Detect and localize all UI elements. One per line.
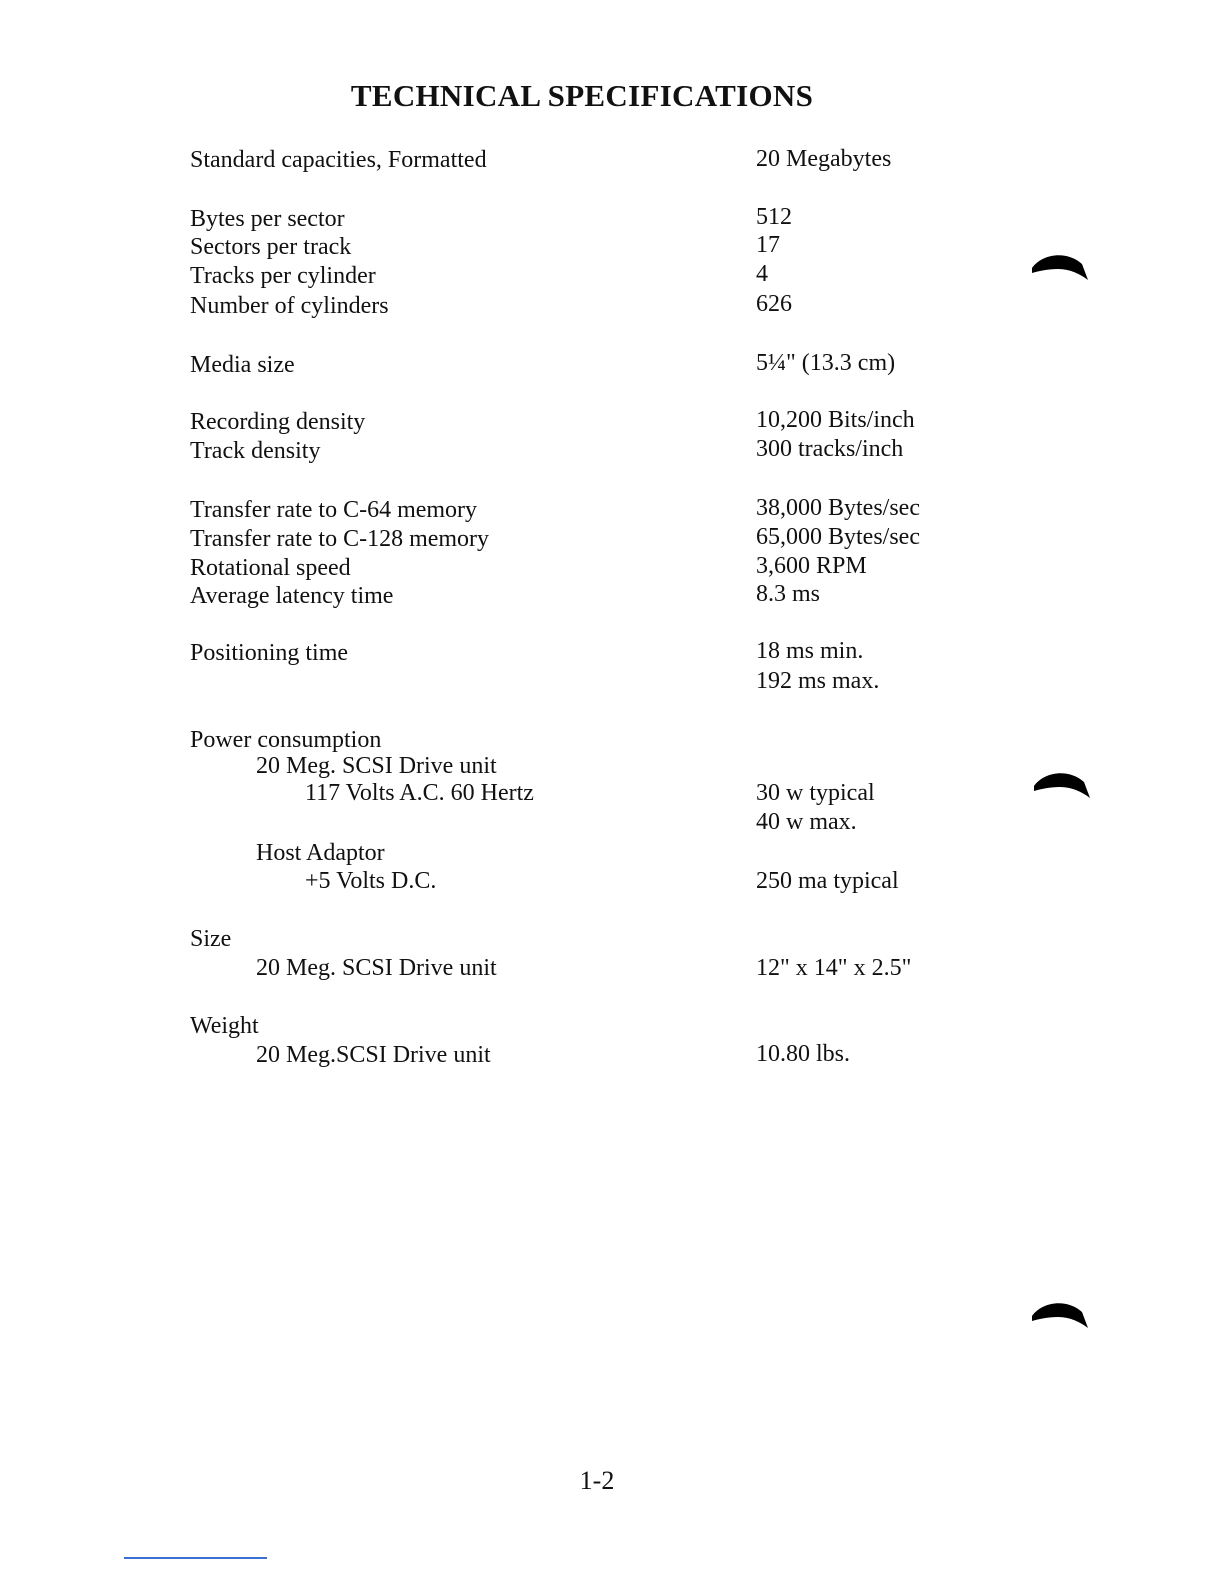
spec-value-transfer64: 38,000 Bytes/sec xyxy=(756,495,920,521)
spec-label-power: Power consumption xyxy=(190,727,382,753)
spec-label-power-drive: 20 Meg. SCSI Drive unit xyxy=(256,753,497,779)
page-number: 1-2 xyxy=(579,1466,615,1495)
spec-label-rotational: Rotational speed xyxy=(190,555,351,581)
spec-value-capacity: 20 Megabytes xyxy=(756,146,892,172)
binder-tab-mark-top xyxy=(1030,250,1094,284)
spec-label-capacity: Standard capacities, Formatted xyxy=(190,147,487,173)
spec-value-power-typical: 30 w typical xyxy=(756,780,875,806)
page-title: TECHNICAL SPECIFICATIONS xyxy=(350,78,814,113)
spec-label-host: Host Adaptor xyxy=(256,840,385,866)
spec-label-sectors: Sectors per track xyxy=(190,234,352,260)
spec-label-media: Media size xyxy=(190,352,295,378)
spec-label-tracks: Tracks per cylinder xyxy=(190,263,376,289)
spec-value-tracks: 4 xyxy=(756,261,768,287)
spec-label-weight: Weight xyxy=(190,1013,259,1039)
binder-tab-mark-bottom xyxy=(1030,1298,1094,1332)
spec-value-power-max: 40 w max. xyxy=(756,809,857,835)
footer-rule xyxy=(124,1557,267,1559)
binder-tab-mark-middle xyxy=(1032,768,1096,802)
spec-label-host-volts: +5 Volts D.C. xyxy=(305,868,437,894)
spec-label-cylinders: Number of cylinders xyxy=(190,293,389,319)
spec-label-latency: Average latency time xyxy=(190,583,394,609)
spec-value-positioning-min: 18 ms min. xyxy=(756,638,864,664)
spec-label-recording: Recording density xyxy=(190,409,366,435)
spec-label-transfer64: Transfer rate to C-64 memory xyxy=(190,497,478,523)
spec-value-rotational: 3,600 RPM xyxy=(756,553,867,579)
spec-value-cylinders: 626 xyxy=(756,291,792,317)
spec-value-transfer128: 65,000 Bytes/sec xyxy=(756,524,920,550)
spec-label-transfer128: Transfer rate to C-128 memory xyxy=(190,526,490,552)
spec-value-trackdensity: 300 tracks/inch xyxy=(756,436,904,462)
spec-label-power-volts: 117 Volts A.C. 60 Hertz xyxy=(305,780,534,806)
spec-value-size: 12" x 14" x 2.5" xyxy=(756,955,912,981)
spec-label-bytes: Bytes per sector xyxy=(190,206,345,232)
spec-value-bytes: 512 xyxy=(756,204,792,230)
spec-label-size: Size xyxy=(190,926,232,952)
spec-value-sectors: 17 xyxy=(756,232,780,258)
spec-label-size-drive: 20 Meg. SCSI Drive unit xyxy=(256,955,497,981)
spec-value-latency: 8.3 ms xyxy=(756,581,821,607)
spec-label-trackdensity: Track density xyxy=(190,438,321,464)
spec-value-recording: 10,200 Bits/inch xyxy=(756,407,915,433)
spec-value-positioning-max: 192 ms max. xyxy=(756,668,880,694)
spec-label-weight-drive: 20 Meg.SCSI Drive unit xyxy=(256,1042,491,1068)
spec-value-host: 250 ma typical xyxy=(756,868,899,894)
spec-label-positioning: Positioning time xyxy=(190,640,349,666)
spec-value-weight: 10.80 lbs. xyxy=(756,1041,851,1067)
spec-value-media: 5¼" (13.3 cm) xyxy=(756,350,896,376)
